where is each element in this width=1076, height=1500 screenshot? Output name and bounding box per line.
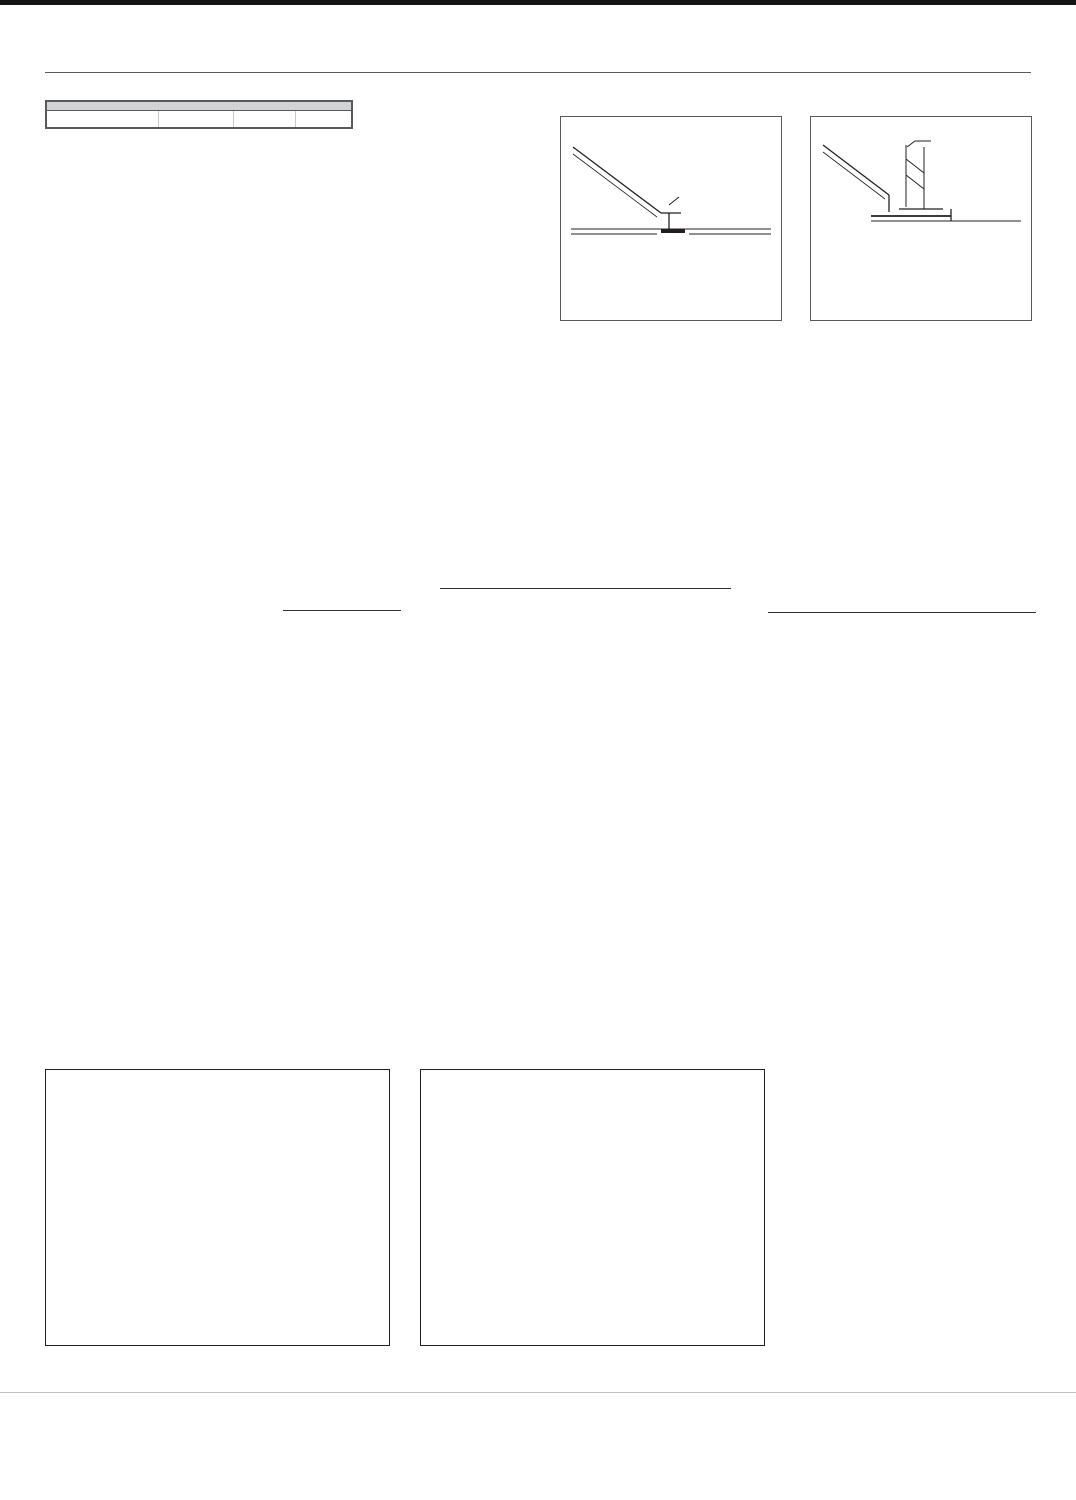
clm-chart-box-with <box>420 1069 765 1346</box>
zonal-summary <box>768 602 1036 613</box>
col-input-watts <box>158 111 234 129</box>
photometrics-section <box>0 494 1076 974</box>
clm-chart-box-without <box>45 1069 390 1346</box>
clm-chart-2 <box>431 1085 757 1290</box>
cou-header-pw <box>440 584 731 588</box>
performance-title <box>46 101 352 111</box>
mounting-section <box>560 102 1038 333</box>
cp-table <box>283 608 401 611</box>
rcr-axis-label <box>428 710 440 750</box>
mounting-diagrams <box>560 116 1038 321</box>
mounting-diagram-layin-grid <box>560 116 782 321</box>
layin-grid-drawing <box>561 117 781 320</box>
zonal-header-row <box>768 610 1036 613</box>
footer-rule <box>0 1392 1076 1393</box>
pw-label <box>440 584 464 588</box>
polar-chart <box>38 548 268 862</box>
cou-table <box>440 578 731 589</box>
page-header <box>45 36 1031 73</box>
cp-summary <box>283 602 401 611</box>
zonal-table <box>768 610 1036 613</box>
clm-chart-1 <box>56 1085 382 1290</box>
flanged-trim-drawing <box>811 117 1031 320</box>
polar-chart-wrap <box>38 548 268 867</box>
col-lumens <box>234 111 296 129</box>
col-lpw <box>295 111 352 129</box>
performance-title-row <box>46 101 352 111</box>
performance-section <box>45 100 353 135</box>
mounting-diagram-flanged-trim <box>810 116 1032 321</box>
performance-table <box>45 100 353 129</box>
cp-header-row <box>283 608 401 611</box>
cou-section <box>440 574 740 589</box>
col-lumen-package <box>46 111 158 129</box>
top-border <box>0 0 1076 5</box>
performance-header-row <box>46 111 352 129</box>
